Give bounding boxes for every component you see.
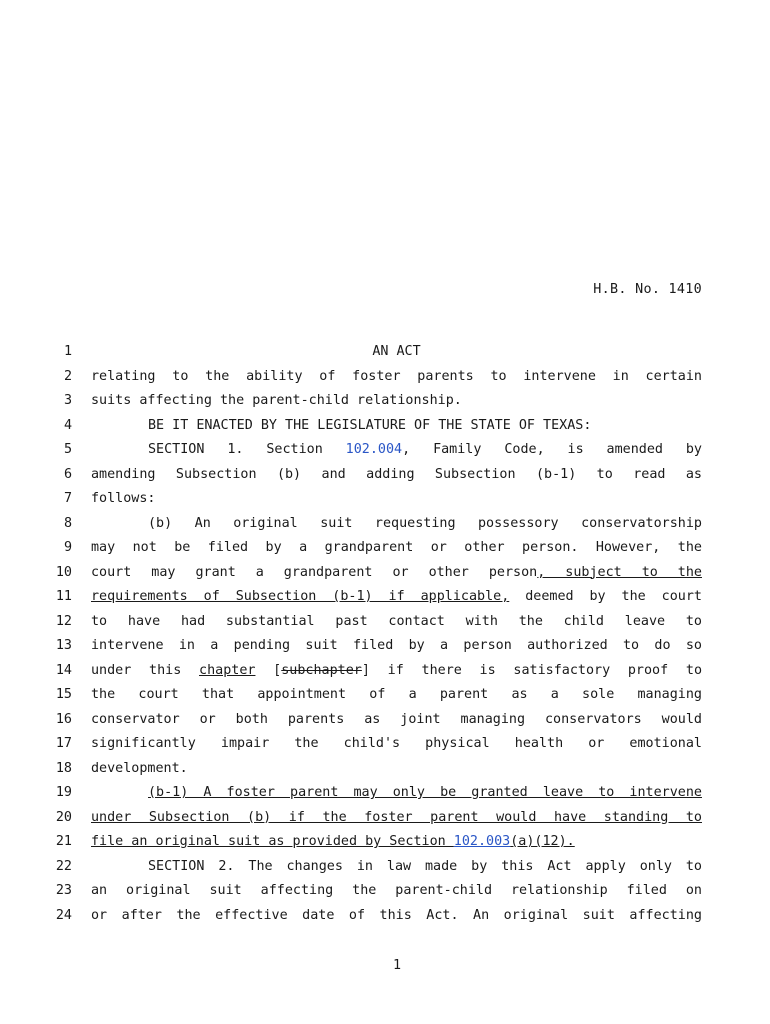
line-6: [0, 463, 770, 488]
line-7: [0, 487, 770, 512]
page-number: 1: [392, 958, 402, 973]
line-11: [0, 585, 770, 610]
line-24: [0, 904, 770, 929]
subsection-text: ] if there is satisfactory proof to: [361, 662, 703, 678]
line-9: [0, 536, 770, 561]
line-number: 15: [55, 687, 72, 702]
line-1: [0, 340, 770, 365]
line-3: [0, 389, 770, 414]
section-text: follows:: [91, 491, 156, 506]
line-8: [0, 512, 770, 537]
line-21: [0, 830, 770, 855]
line-number: 23: [55, 883, 72, 898]
section-2-heading: [91, 855, 702, 880]
inserted-text: file an original suit as provided by Section: [91, 834, 454, 849]
subsection-text: [: [255, 662, 282, 678]
line-number: 20: [55, 809, 72, 825]
line-number: 12: [55, 613, 72, 629]
line-number: 8: [63, 515, 72, 531]
subsection-text: intervene in a pending suit filed by a person authorized to do so: [91, 638, 702, 653]
line-number: 6: [63, 466, 72, 482]
section-text: or after the effective date of this Act. An original suit affecting: [91, 907, 702, 923]
bill-number: H.B. No. 1410: [593, 282, 702, 297]
line-number: 16: [55, 711, 72, 727]
subsection-b: [91, 512, 702, 537]
subsection-text: to have had substantial past contact with the child leave to: [91, 613, 702, 629]
section-102-003-link[interactable]: 102.003: [453, 834, 511, 849]
section-text: an original suit affecting the parent-child relationship filed on: [91, 883, 702, 898]
line-number: 7: [63, 491, 72, 506]
line-number: 22: [55, 858, 72, 874]
subsection-line: [91, 585, 702, 610]
subsection-line: [91, 561, 702, 586]
section-text: , Family Code, is amended by: [402, 442, 702, 457]
subsection-text: the court that appointment of a parent as a sole managing: [91, 687, 702, 702]
deleted-text: subchapter: [281, 662, 362, 678]
line-5: [0, 438, 770, 463]
line-17: [0, 732, 770, 757]
subsection-line: [91, 830, 702, 855]
line-number: 3: [63, 393, 72, 408]
line-15: [0, 683, 770, 708]
section-1-heading: [91, 438, 702, 463]
line-number: 19: [55, 785, 72, 800]
inserted-text: chapter: [199, 662, 256, 678]
subsection-text: court may grant a grandparent or other person: [91, 564, 538, 580]
line-13: [0, 634, 770, 659]
line-number: 17: [55, 736, 72, 751]
subsection-text: may not be filed by a grandparent or other person. However, the: [91, 540, 702, 555]
line-number: 13: [55, 638, 72, 653]
enacting-text: BE IT ENACTED BY THE LEGISLATURE OF THE STATE OF TEXAS:: [148, 417, 592, 433]
subsection-text: under this: [91, 662, 200, 678]
bill-text: [0, 340, 770, 928]
section-text: amending Subsection (b) and adding Subsection (b-1) to read as: [91, 466, 702, 482]
enacting-clause: [91, 414, 702, 439]
subsection-b-1: [91, 781, 702, 806]
line-23: [0, 879, 770, 904]
line-number: 14: [55, 662, 72, 678]
line-16: [0, 708, 770, 733]
line-number: 11: [55, 589, 72, 604]
line-2: [0, 365, 770, 390]
line-22: [0, 855, 770, 880]
line-number: 5: [63, 442, 72, 457]
line-4: [0, 414, 770, 439]
subsection-text: development.: [91, 760, 188, 776]
line-number: 10: [55, 564, 72, 580]
inserted-text: (b-1) A foster parent may only be granted leave to intervene: [148, 785, 702, 800]
subsection-line: [91, 659, 702, 684]
subsection-text: conservator or both parents as joint managing conservators would: [91, 711, 702, 727]
inserted-text: requirements of Subsection (b-1) if applicable,: [91, 589, 510, 604]
subsection-text: significantly impair the child's physical health or emotional: [91, 736, 702, 751]
section-102-004-link[interactable]: 102.004: [345, 442, 403, 457]
line-14: [0, 659, 770, 684]
line-20: [0, 806, 770, 831]
line-10: [0, 561, 770, 586]
subsection-text: (b) An original suit requesting possessory conservatorship: [148, 515, 702, 531]
act-title: AN ACT: [372, 344, 421, 359]
line-19: [0, 781, 770, 806]
subsection-text: deemed by the court: [509, 589, 702, 604]
caption-text: relating to the ability of foster parents to intervene in certain: [91, 368, 702, 384]
line-number: 2: [63, 368, 72, 384]
caption-text: suits affecting the parent-child relationship.: [91, 393, 462, 408]
line-12: [0, 610, 770, 635]
line-number: 9: [63, 540, 72, 555]
inserted-text: under Subsection (b) if the foster parent would have standing to: [91, 809, 702, 825]
section-text: SECTION 1. Section: [148, 442, 346, 457]
line-number: 21: [55, 834, 72, 849]
line-number: 1: [63, 344, 72, 359]
inserted-text: (a)(12).: [510, 834, 575, 849]
section-text: SECTION 2. The changes in law made by this Act apply only to: [148, 858, 702, 874]
line-number: 18: [55, 760, 72, 776]
line-number: 24: [55, 907, 72, 923]
inserted-text: , subject to the: [537, 564, 702, 580]
line-number: 4: [63, 417, 72, 433]
line-18: [0, 757, 770, 782]
